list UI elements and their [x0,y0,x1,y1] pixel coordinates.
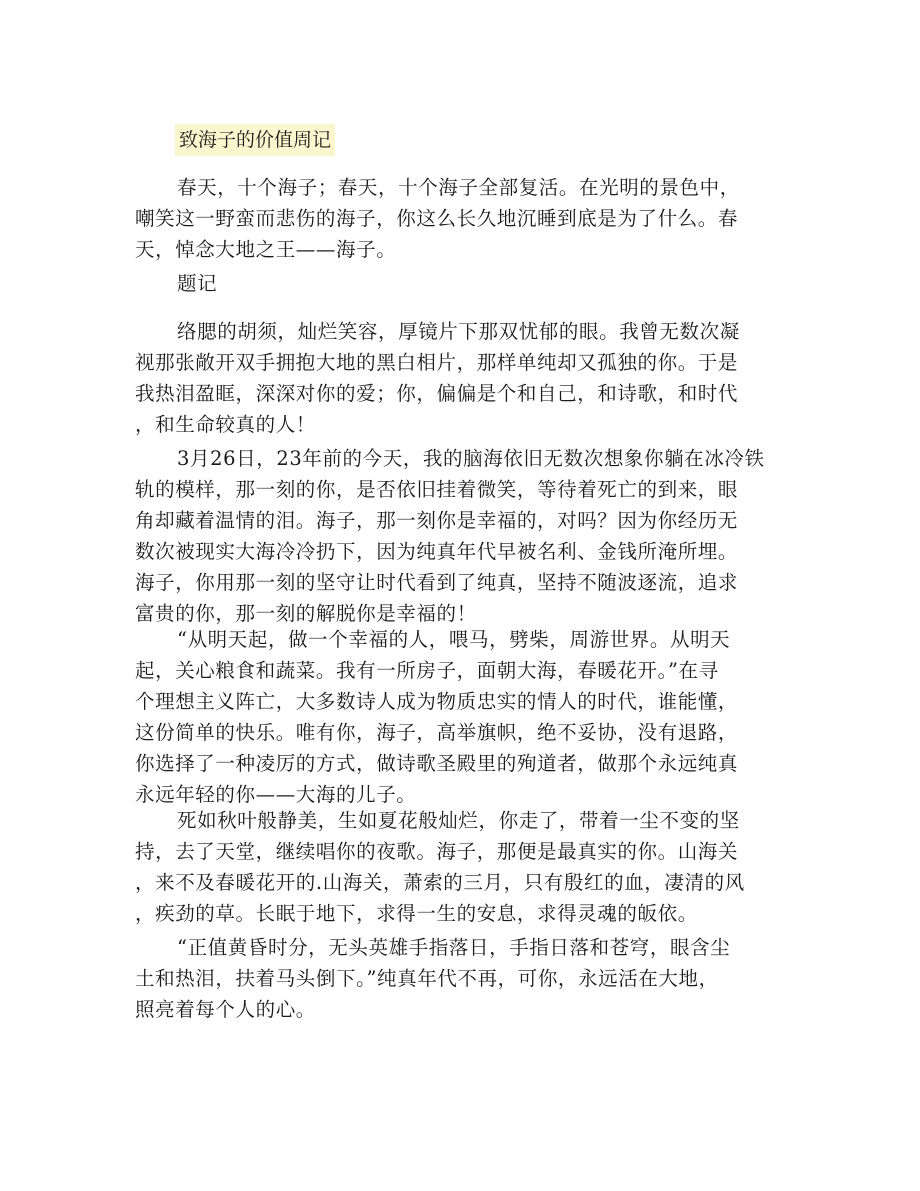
text-line: 土和热泪，扶着马头倒下。”纯真年代不再，可你，永远活在大地， [135,967,719,990]
paragraph-epigraph [135,268,795,299]
text-line: 春天，十个海子；春天，十个海子全部复活。在光明的景色中， [177,176,740,199]
text-line: 起，关心粮食和蔬菜。我有一所房子，面朝大海，春暖花开。”在寻 [135,659,719,682]
text-line: 数次被现实大海冷冷扔下，因为纯真年代早被名利、金钱所淹所埋。 [135,540,739,563]
text-line: 这份简单的快乐。唯有你，海子，高举旗帜，绝不妥协，没有退路， [135,721,739,744]
text-line: 轨的模样，那一刻的你，是否依旧挂着微笑，等待着死亡的到来，眼 [135,478,739,501]
text-line: “从明天起，做一个幸福的人，喂马，劈柴，周游世界。从明天 [177,628,731,651]
text-line: 死如秋叶般静美，生如夏花般灿烂，你走了，带着一尘不变的坚 [177,809,740,832]
paragraph-4 [135,624,795,810]
text-line: 3月26日，23年前的今天，我的脑海依旧无数次想象你躺在冰冷铁 [177,447,765,470]
text-line: 络腮的胡须，灿烂笑容，厚镜片下那双忧郁的眼。我曾无数次凝 [177,320,740,343]
paragraph-6 [135,932,795,1025]
paragraph-5 [135,805,795,929]
text-line: 富贵的你，那一刻的解脱你是幸福的！ [135,602,477,625]
text-line: 题记 [177,272,218,295]
text-line: 视那张敞开双手拥抱大地的黑白相片，那样单纯却又孤独的你。于是 [135,351,739,374]
text-line: 照亮着每个人的心。 [135,998,316,1021]
text-line: 永远年轻的你——大海的儿子。 [135,783,417,806]
document-title: 致海子的价值周记 [175,124,335,156]
text-line: ，和生命较真的人！ [135,413,316,436]
paragraph-2 [135,316,795,440]
text-line: “正值黄昏时分，无头英雄手指落日，手指日落和苍穹，眼含尘 [177,936,731,959]
text-line: 嘲笑这一野蛮而悲伤的海子，你这么长久地沉睡到底是为了什么。春 [135,207,739,230]
text-line: 持，去了天堂，继续唱你的夜歌。海子，那便是最真实的你。山海关 [135,840,739,863]
text-line: ，疾劲的草。长眠于地下，求得一生的安息，求得灵魂的皈依。 [135,902,698,925]
text-line: 天，悼念大地之王——海子。 [135,238,397,261]
text-line: 角却藏着温情的泪。海子，那一刻你是幸福的，对吗？因为你经历无 [135,509,739,532]
paragraph-1 [135,172,795,265]
paragraph-3 [135,443,795,629]
text-line: 海子，你用那一刻的坚守让时代看到了纯真，坚持不随波逐流，追求 [135,571,739,594]
text-line: 你选择了一种凌厉的方式，做诗歌圣殿里的殉道者，做那个永远纯真 [135,752,739,775]
text-line: 我热泪盈眶，深深对你的爱；你，偏偏是个和自己，和诗歌，和时代 [135,382,739,405]
text-line: ，来不及春暖花开的.山海关，萧索的三月，只有殷红的血，凄清的风 [135,871,745,894]
text-line: 个理想主义阵亡，大多数诗人成为物质忠实的情人的时代，谁能懂， [135,690,739,713]
